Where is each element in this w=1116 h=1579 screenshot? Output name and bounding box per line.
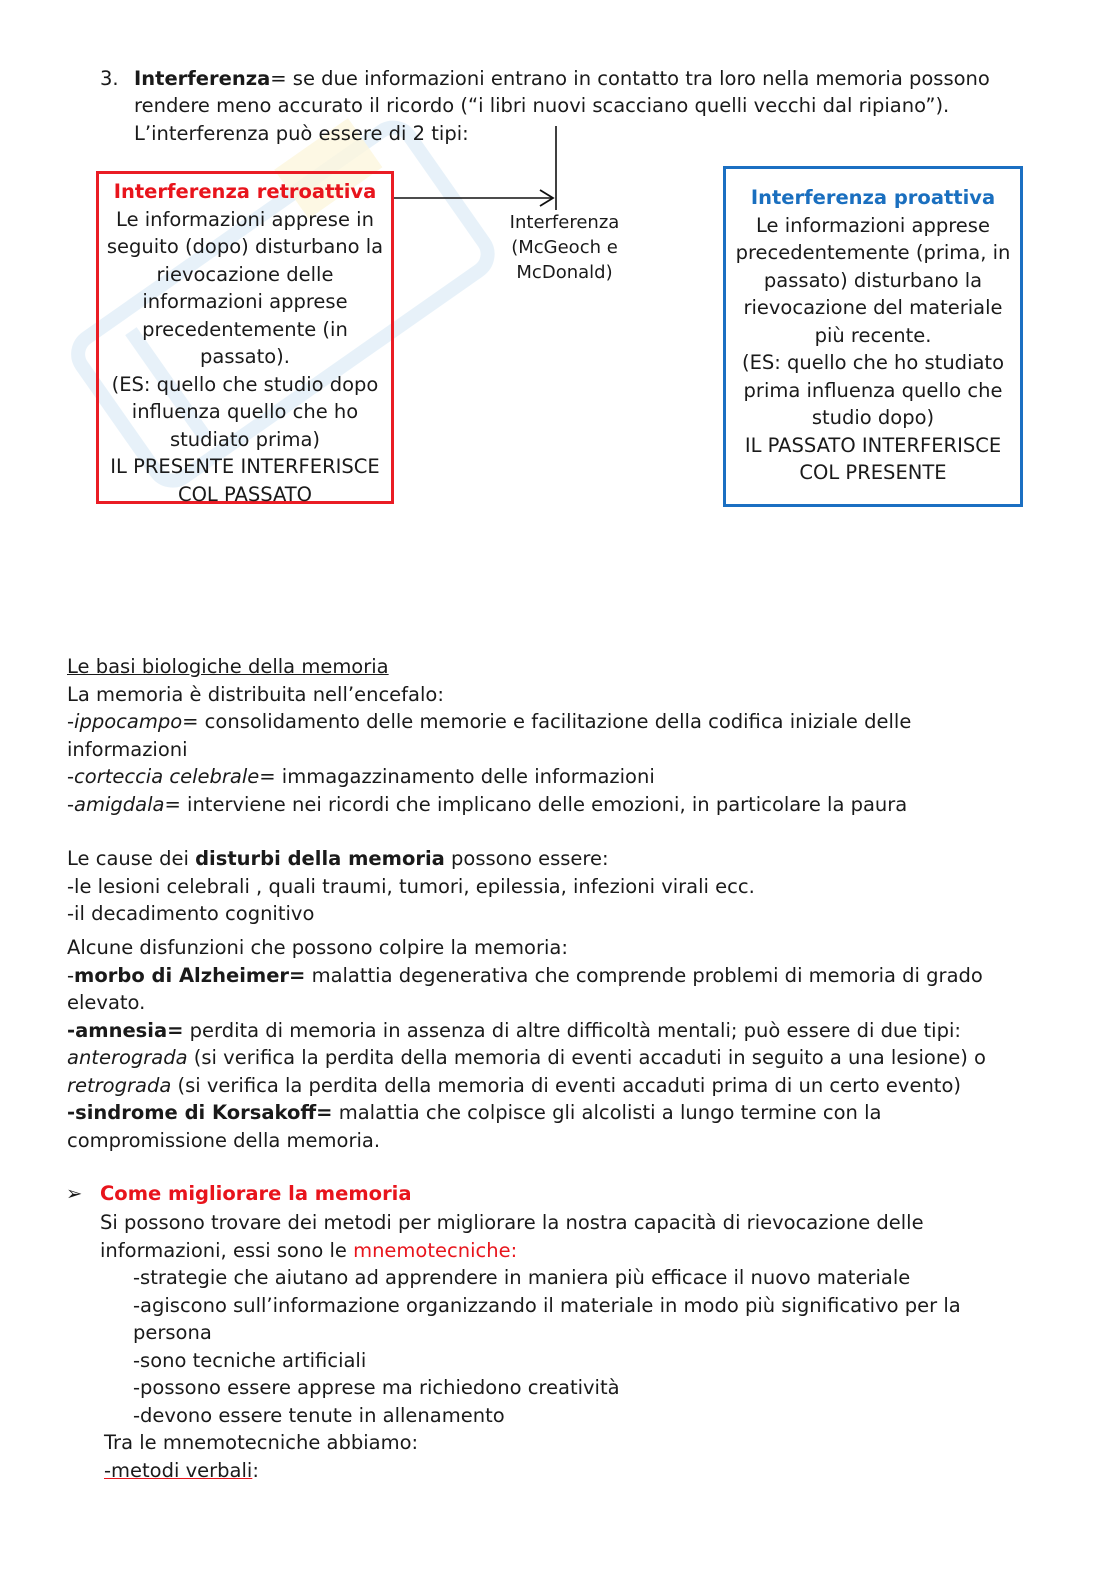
box-line: (ES: quello che ho studiato [741,351,1005,374]
box-line: studio dopo) [811,406,935,429]
disturbi-intro [67,845,755,873]
biology-item-cont: informazioni [67,737,188,761]
interferenza-line3: L’interferenza può essere di 2 tipi: [134,122,469,145]
cause-item: -le lesioni celebrali , quali traumi, tumori, epilessia, infezioni virali ecc. [67,874,755,898]
box-line: studiato prima) [169,427,321,451]
box-line: prima influenza quello che [743,378,1003,402]
diagram-label-line: McDonald) [516,262,613,283]
alzheimer-line: -morbo di Alzheimer= malattia degenerativa che comprende problemi di memoria di grado [67,963,983,987]
migliorare-p2 [100,1237,924,1265]
diagram-label [502,210,627,285]
biology-item: -amigdala= interviene nei ricordi che implicano delle emozioni, in particolare la paura [67,792,908,816]
text: Le cause dei [67,847,196,870]
biology-text: = consolidamento delle memorie e facilitazione della codifica iniziale delle [182,710,912,733]
box-line: Le informazioni apprese [756,213,990,237]
text: malattia degenerativa che comprende problemi di memoria di grado [305,963,983,987]
box-line: Le informazioni apprese in [116,207,374,231]
retroattiva-title: Interferenza retroattiva [113,180,377,203]
interferenza-term: Interferenza [134,67,271,90]
list-item: -strategie che aiutano ad apprendere in maniera più efficace il nuovo materiale [133,1266,911,1289]
interferenza-line2: rendere meno accurato il ricordo (“i libri nuovi scacciano quelli vecchi dal ripiano”). [134,94,950,117]
disfunzioni-section [67,934,986,1154]
diagram-label-line: Interferenza [509,212,620,233]
anterograda-line [67,1044,986,1072]
alzheimer-cont: elevato. [67,991,146,1014]
box-line: (ES: quello che studio dopo [111,372,379,396]
box-line: IL PASSATO INTERFERISCE [744,433,1002,457]
migliorare-heading: Come migliorare la memoria [100,1182,412,1205]
korsakoff-term: -sindrome di Korsakoff= [67,1101,333,1124]
list-number: 3. [100,67,119,90]
biology-text: = immagazzinamento delle informazioni [259,765,655,788]
box-line: rievocazione del materiale [743,296,1003,319]
proattiva-box [723,166,1023,507]
amnesia-line [67,1017,986,1045]
text: (si verifica la perdita della memoria di eventi accaduti in seguito a una lesione) o [187,1046,986,1069]
biology-term: corteccia celebrale [74,765,260,788]
diagram-connector [380,120,580,220]
box-line: COL PASSATO [177,482,313,506]
disturbi-causes [67,845,755,928]
box-line: IL PRESENTE INTERFERISCE [110,455,380,478]
migliorare-body [100,1209,924,1264]
amnesia-term: -amnesia= [67,1018,184,1042]
biology-term: ippocampo [74,710,183,733]
box-line: precedentemente (prima, in [735,241,1011,264]
biology-intro: La memoria è distribuita nell’encefalo: [67,682,444,706]
interferenza-def: = se due informazioni entrano in contatto tra loro nella memoria possono [270,67,990,90]
alzheimer-term: morbo di Alzheimer= [74,963,306,987]
box-line: seguito (dopo) disturbano la [106,235,384,258]
biology-item: -ippocampo= consolidamento delle memorie e facilitazione della codifica iniziale delle [67,710,912,733]
anterograda-term: anterograda [67,1046,188,1069]
text: : [252,1459,259,1482]
migliorare-p1: Si possono trovare dei metodi per migliorare la nostra capacità di rievocazione delle [100,1211,924,1234]
metodi-verbali: -metodi verbali [104,1459,253,1482]
korsakoff-cont: compromissione della memoria. [67,1128,381,1152]
bullet-arrow-icon: ➢ [66,1182,83,1205]
korsakoff-line [67,1099,986,1127]
disfunzioni-intro: Alcune disfunzioni che possono colpire la memoria: [67,936,568,959]
text: (si verifica la perdita della memoria di eventi accaduti prima di un certo evento) [171,1073,961,1097]
interferenza-line1 [134,65,990,93]
list-item: -sono tecniche artificiali [133,1348,367,1372]
box-line: influenza quello che ho [131,400,359,423]
retroattiva-box [96,171,394,504]
diagram-label-line: (McGeoch e [511,237,618,258]
retrograda-line [67,1072,986,1100]
metodi-verbali-line [104,1457,259,1485]
text: possono essere: [444,847,609,870]
box-line: più recente. [814,323,932,347]
biology-heading: Le basi biologiche della memoria [67,655,389,678]
box-line: passato). [200,345,290,368]
mnemotecniche-term: mnemotecniche: [353,1238,518,1262]
box-line: COL PRESENTE [799,461,947,484]
list-item: -possono essere apprese ma richiedono creatività [133,1376,620,1399]
list-item: persona [133,1321,212,1344]
list-item: -agiscono sull’informazione organizzando il materiale in modo più significativo per la [133,1293,961,1317]
text-bold: disturbi della memoria [195,847,445,870]
retrograda-term: retrograda [67,1073,172,1097]
box-line: rievocazione delle [156,262,334,286]
mnemotecniche-list [133,1264,961,1429]
list-item: -devono essere tenute in allenamento [133,1403,505,1427]
cause-item: -il decadimento cognitivo [67,902,315,925]
text: perdita di memoria in assenza di altre difficoltà mentali; può essere di due tipi: [183,1018,961,1042]
box-line: precedentemente (in [142,317,348,341]
biology-item: -corteccia celebrale= immagazzinamento delle informazioni [67,765,655,788]
box-line: passato) disturbano la [763,268,983,292]
mnemotecniche-tra: Tra le mnemotecniche abbiamo: [104,1431,419,1454]
biology-section [67,653,911,818]
box-line: informazioni apprese [142,290,348,313]
text: informazioni, essi sono le [100,1238,354,1262]
text: malattia che colpisce gli alcolisti a lungo termine con la [332,1101,882,1124]
biology-term: amigdala [74,792,165,816]
biology-text: = interviene nei ricordi che implicano delle emozioni, in particolare la paura [164,792,908,816]
proattiva-title: Interferenza proattiva [750,186,996,209]
